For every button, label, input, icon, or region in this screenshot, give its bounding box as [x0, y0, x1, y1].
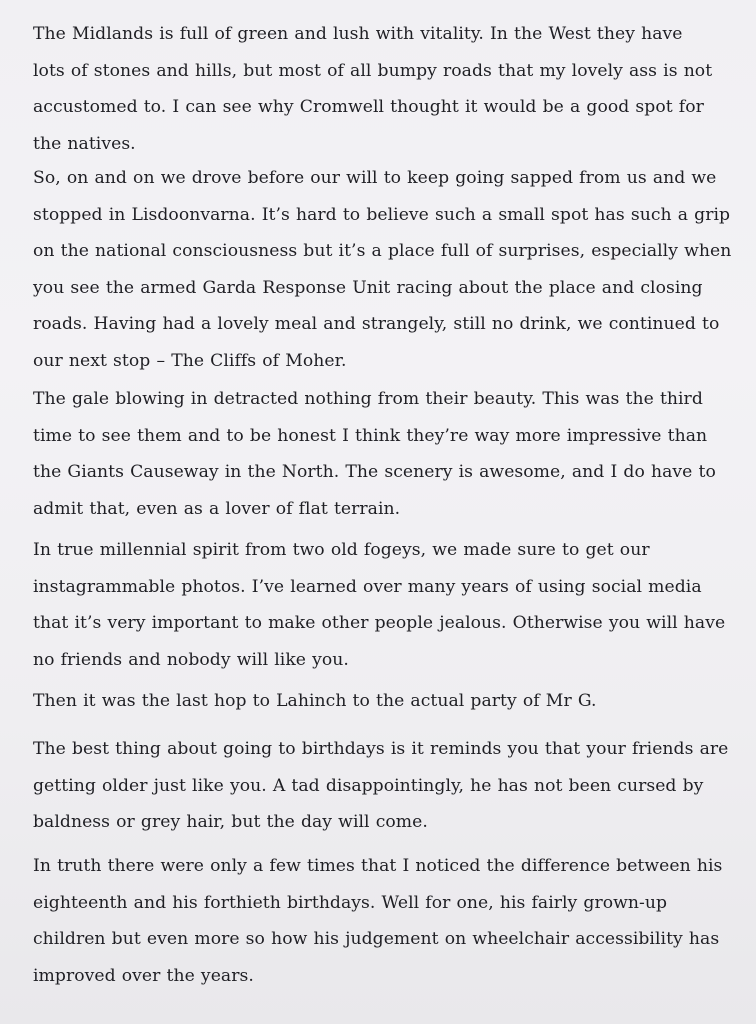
text-line: In true millennial spirit from two old fogeys, we made sure to get our: [33, 540, 650, 560]
text-line: Then it was the last hop to Lahinch to the actual party of Mr G.: [33, 691, 597, 711]
paragraph-instagram: [33, 532, 726, 678]
text-line: that it’s very important to make other people jealous. Otherwise you will have: [33, 613, 726, 633]
text-line: you see the armed Garda Response Unit racing about the place and closing: [33, 277, 703, 298]
paragraph-in-truth: [33, 848, 723, 994]
text-line: In truth there were only a few times that I noticed the difference between his: [33, 856, 723, 876]
text-line: instagrammable photos. I’ve learned over many years of using social media: [33, 576, 702, 597]
paragraph-birthdays: [33, 731, 729, 841]
text-line: time to see them and to be honest I think they’re way more impressive than: [33, 425, 708, 446]
text-line: roads. Having had a lovely meal and strangely, still no drink, we continued to: [33, 314, 720, 334]
paragraph-midlands: [33, 16, 723, 162]
text-line: So, on and on we drove before our will to keep going sapped from us and we: [33, 168, 717, 188]
text-line: children but even more so how his judgement on wheelchair accessibility has: [33, 929, 720, 949]
text-line: getting older just like you. A tad disappointingly, he has not been cursed by: [33, 775, 704, 796]
text-line: accustomed to. I can see why Cromwell thought it would be a good spot for: [33, 97, 704, 117]
text-line: baldness or grey hair, but the day will come.: [33, 812, 428, 832]
paragraph-lisdoonvarna: [33, 160, 732, 379]
text-line: stopped in Lisdoonvarna. It’s hard to believe such a small spot has such a grip: [33, 204, 731, 225]
text-line: our next stop – The Cliffs of Moher.: [33, 350, 347, 371]
text-line: admit that, even as a lover of flat terrain.: [33, 498, 401, 519]
text-line: The Midlands is full of green and lush with vitality. In the West they have: [33, 24, 683, 44]
text-line: the natives.: [33, 133, 136, 154]
text-line: on the national consciousness but it’s a place full of surprises, especially when: [33, 241, 732, 261]
text-line: no friends and nobody will like you.: [33, 649, 349, 670]
text-line: lots of stones and hills, but most of all bumpy roads that my lovely ass is not: [33, 60, 713, 81]
text-line: The gale blowing in detracted nothing from their beauty. This was the third: [33, 389, 703, 409]
text-line: eighteenth and his forthieth birthdays. Well for one, his fairly grown-up: [33, 892, 668, 913]
text-line: improved over the years.: [33, 965, 254, 986]
paragraph-lahinch: [33, 683, 723, 720]
text-line: The best thing about going to birthdays is it reminds you that your friends are: [33, 739, 729, 759]
text-line: the Giants Causeway in the North. The scenery is awesome, and I do have to: [33, 462, 716, 482]
paragraph-cliffs-of-moher: [33, 381, 723, 527]
